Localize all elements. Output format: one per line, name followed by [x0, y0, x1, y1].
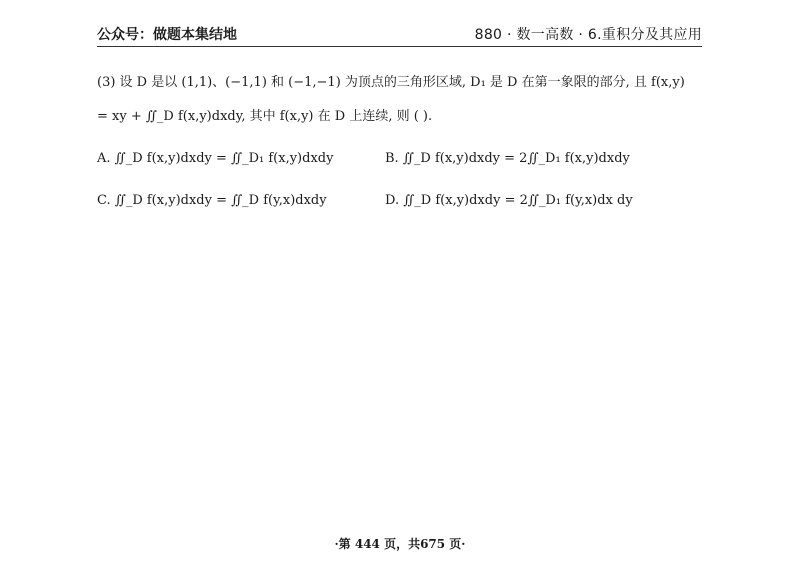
problem-line-1: (3) 设 D 是以 (1,1)、(−1,1) 和 (−1,−1) 为顶点的三角形区域, D₁ 是 D 在第一象限的部分, 且 f(x,y): [97, 75, 685, 90]
header-section: 880 · 数一高数 · 6.重积分及其应用: [474, 27, 702, 43]
option-d: D. ∬_D f(x,y)dxdy = 2∬_D₁ f(y,x)dx dy: [385, 193, 633, 208]
page-header: [97, 22, 702, 47]
page-footer: ·第 444 页，共675 页·: [334, 537, 466, 551]
problem-line-2: = xy + ∬_D f(x,y)dxdy, 其中 f(x,y) 在 D 上连续, 则 ( ).: [97, 109, 433, 124]
header-source: 公众号：做题本集结地: [97, 27, 237, 43]
option-c: C. ∬_D f(x,y)dxdy = ∬_D f(y,x)dxdy: [97, 193, 327, 208]
option-b: B. ∬_D f(x,y)dxdy = 2∬_D₁ f(x,y)dxdy: [385, 151, 630, 166]
option-a: A. ∬_D f(x,y)dxdy = ∬_D₁ f(x,y)dxdy: [97, 151, 334, 166]
